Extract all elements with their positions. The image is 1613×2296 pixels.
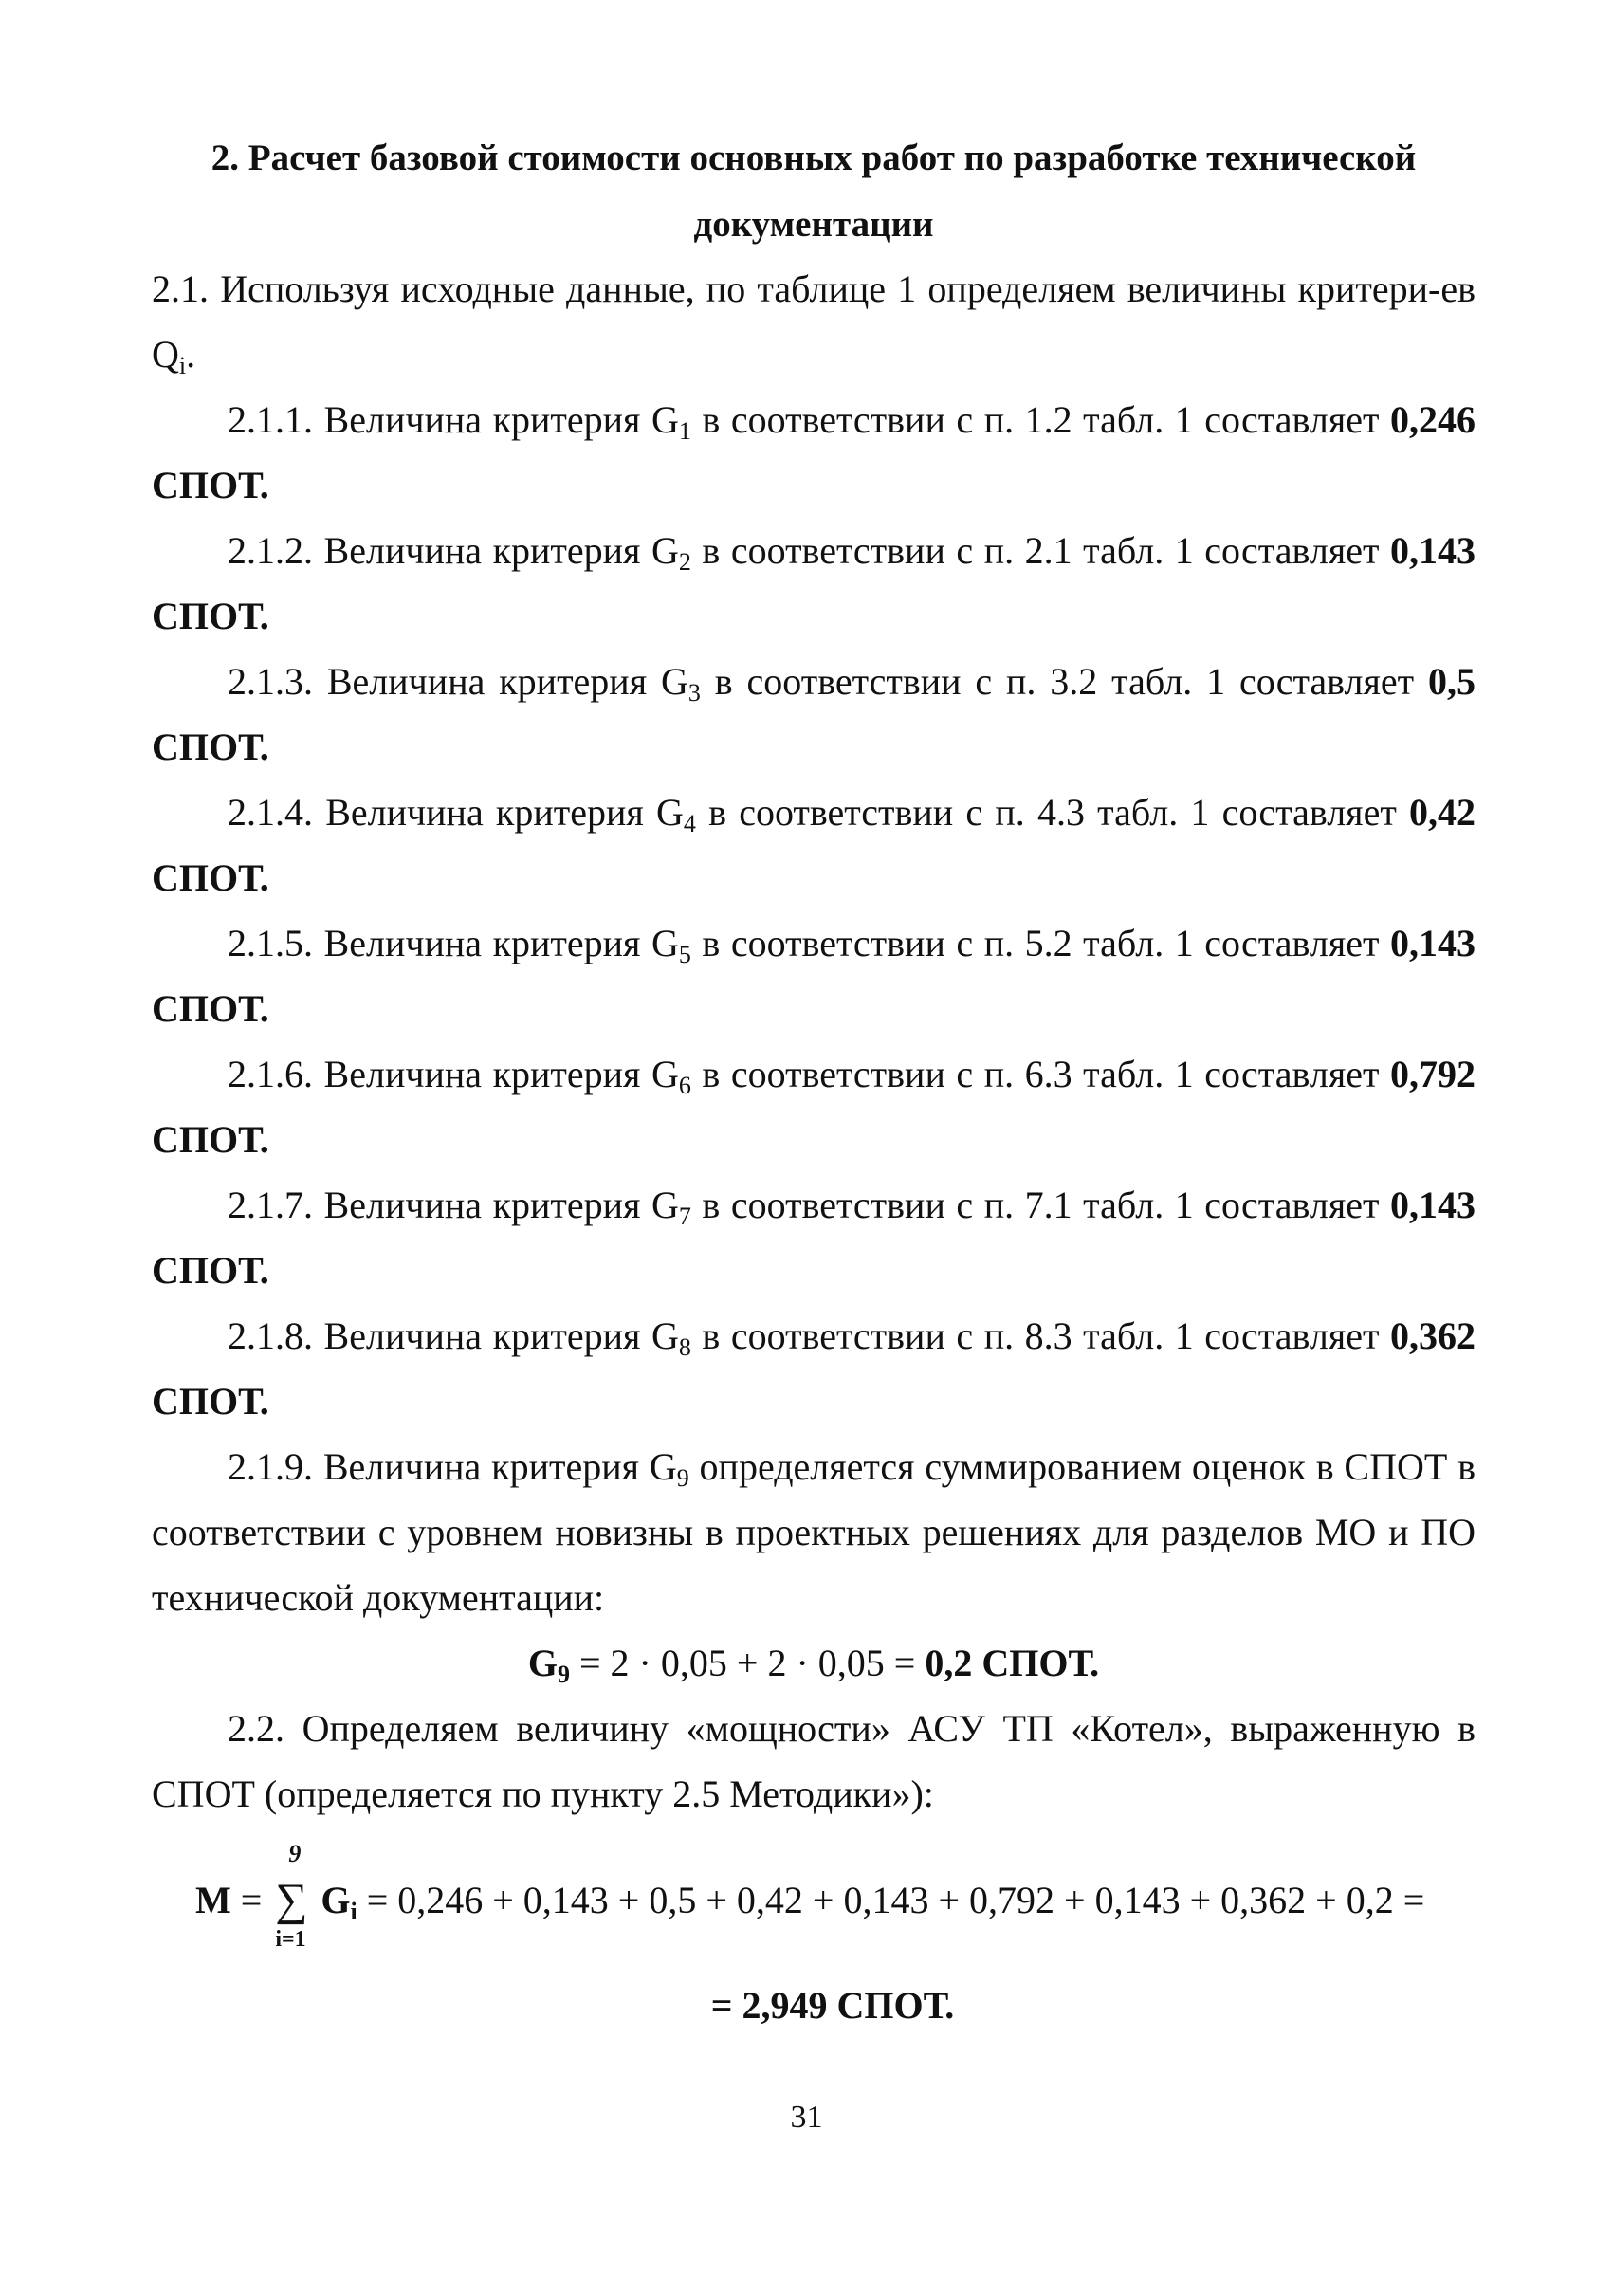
item-mid: в соответствии с п. 7.1 табл. 1 составляет xyxy=(690,1184,1391,1226)
formula-g9-result: 0,2 СПОТ. xyxy=(925,1642,1100,1684)
formula-g9 xyxy=(152,1630,1476,1696)
item-sub: 1 xyxy=(678,417,691,445)
item-mid: в соответствии с п. 6.3 табл. 1 составляет xyxy=(690,1053,1391,1095)
item-number: 2.1.3. xyxy=(228,660,313,703)
intro-tail: . xyxy=(186,333,196,376)
item9-pre: Величина критерия G xyxy=(322,1445,677,1488)
item-paragraph xyxy=(152,1172,1476,1303)
section-heading-line1: 2. Расчет базовой стоимости основных работ по разработке технической xyxy=(211,138,1417,178)
item-value: 0,143 СПОТ. xyxy=(152,1184,1476,1292)
item-pre: Величина критерия G xyxy=(323,1184,679,1226)
item-pre: Величина критерия G xyxy=(323,1053,679,1095)
item-value: 0,143 СПОТ. xyxy=(152,922,1476,1030)
page-content xyxy=(152,125,1476,2038)
intro-text: 2.1. Используя исходные данные, по таблице 1 определяем величины критери-ев Q xyxy=(152,267,1476,376)
item-number: 2.1.6. xyxy=(228,1053,313,1095)
item-pre: Величина критерия G xyxy=(326,660,688,703)
item9-number: 2.1.9. xyxy=(228,1445,313,1488)
item-paragraph xyxy=(152,1041,1476,1172)
item-number: 2.1.7. xyxy=(228,1184,313,1226)
sum-formula-line xyxy=(195,1840,1425,1952)
formula-g9-lhs-sub: 9 xyxy=(558,1661,570,1688)
item-value: 0,362 СПОТ. xyxy=(152,1314,1476,1423)
sigma-icon: ∑ xyxy=(275,1875,308,1925)
sum-result: = 2,949 СПОТ. xyxy=(710,1984,955,2027)
item-paragraph xyxy=(152,387,1476,518)
item-paragraph xyxy=(152,780,1476,910)
paragraph-2-2-text: 2.2. Определяем величину «мощности» АСУ ТП «Котел», выраженную в СПОТ (определяется по пункту 2.5 Методики»): xyxy=(152,1707,1476,1815)
item-paragraph xyxy=(152,1303,1476,1434)
sum-formula-expr: = 0,246 + 0,143 + 0,5 + 0,42 + 0,143 + 0,792 + 0,143 + 0,362 + 0,2 = xyxy=(357,1879,1425,1921)
sum-formula-symbol: G xyxy=(321,1879,351,1921)
item-value: 0,42 СПОТ. xyxy=(152,791,1476,899)
item-value: 0,792 СПОТ. xyxy=(152,1053,1476,1161)
sum-formula-eq: = xyxy=(230,1879,272,1921)
item-mid: в соответствии с п. 8.3 табл. 1 составляет xyxy=(690,1314,1391,1357)
sum-formula xyxy=(152,1830,1476,1973)
intro-paragraph xyxy=(152,256,1476,387)
item-number: 2.1.8. xyxy=(228,1314,313,1357)
item-value: 0,143 СПОТ. xyxy=(152,529,1476,637)
item-mid: в соответствии с п. 1.2 табл. 1 составляет xyxy=(690,398,1391,441)
paragraph-2-2 xyxy=(152,1696,1476,1827)
item-paragraph xyxy=(152,910,1476,1041)
item-value: 0,5 СПОТ. xyxy=(152,660,1476,768)
item-paragraph xyxy=(152,518,1476,649)
section-heading xyxy=(152,125,1476,258)
item-number: 2.1.5. xyxy=(228,922,313,964)
formula-g9-lhs: G xyxy=(527,1642,558,1684)
item-pre: Величина критерия G xyxy=(323,398,679,441)
item-sub: 2 xyxy=(678,548,691,576)
formula-g9-expr: = 2 · 0,05 + 2 · 0,05 = xyxy=(570,1642,926,1684)
item-number: 2.1.2. xyxy=(228,529,313,572)
item-mid: в соответствии с п. 2.1 табл. 1 составляет xyxy=(690,529,1391,572)
item-sub: 4 xyxy=(683,810,696,837)
item-pre: Величина критерия G xyxy=(325,791,684,834)
item9-sub: 9 xyxy=(676,1464,689,1492)
item-pre: Величина критерия G xyxy=(323,1314,679,1357)
item-mid: в соответствии с п. 4.3 табл. 1 составляет xyxy=(695,791,1410,834)
item9-paragraph xyxy=(152,1434,1476,1630)
page-number: 31 xyxy=(790,2100,823,2135)
item-sub: 3 xyxy=(687,679,701,707)
item-sub: 8 xyxy=(678,1333,691,1361)
item-sub: 6 xyxy=(678,1072,691,1099)
item-mid: в соответствии с п. 3.2 табл. 1 составляет xyxy=(700,660,1429,703)
summation-upper-limit: 9 xyxy=(288,1840,302,1867)
item-value: 0,246 СПОТ. xyxy=(152,398,1476,506)
intro-sub: i xyxy=(178,352,187,379)
item-pre: Величина критерия G xyxy=(323,922,679,964)
item-pre: Величина критерия G xyxy=(323,529,679,572)
item-number: 2.1.1. xyxy=(228,398,313,441)
item-paragraph xyxy=(152,649,1476,780)
summation-lower-limit: i=1 xyxy=(275,1927,306,1952)
item9-rest: определяется суммированием оценок в СПОТ в соответствии с уровнем новизны в проектных решениях для разделов МО и ПО технической документации: xyxy=(152,1445,1476,1619)
item-sub: 7 xyxy=(678,1203,691,1230)
sum-formula-symbol-sub: i xyxy=(350,1898,357,1925)
item-number: 2.1.4. xyxy=(228,791,313,834)
sum-formula-lhs: M xyxy=(195,1879,231,1921)
summation-symbol xyxy=(271,1840,321,1952)
item-sub: 5 xyxy=(678,941,691,968)
item-mid: в соответствии с п. 5.2 табл. 1 составляет xyxy=(690,922,1391,964)
section-heading-line2: документации xyxy=(693,204,934,245)
